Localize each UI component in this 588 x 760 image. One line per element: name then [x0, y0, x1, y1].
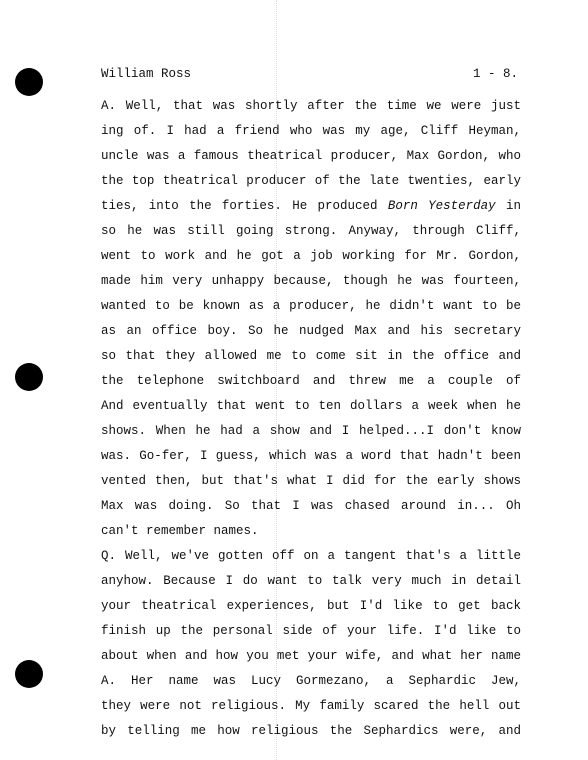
text-line: the telephone switchboard and threw me a couple of [101, 374, 521, 388]
text-line: went to work and he got a job working for Mr. Gordon, [101, 249, 521, 263]
header-page-number: 1 - 8. [472, 67, 518, 81]
text-line: anyhow. Because I do want to talk very much in detail [101, 574, 521, 588]
text-line: as an office boy. So he nudged Max and his secretary [101, 324, 521, 338]
page-header [101, 66, 518, 82]
text-line: about when and how you met your wife, and what her name [101, 649, 521, 663]
text-line: they were not religious. My family scared the hell out [101, 699, 521, 713]
text-line: was. Go-fer, I guess, which was a word that hadn't been [101, 449, 521, 463]
text-line: A. Well, that was shortly after the time we were just [101, 99, 521, 113]
text-line: your theatrical experiences, but I'd like to get back [101, 599, 521, 613]
text-line: Max was doing. So that I was chased around in... Oh [101, 499, 521, 513]
text-fragment: in [505, 199, 521, 213]
text-line: made him very unhappy because, though he was fourteen, [101, 274, 521, 288]
punch-hole [15, 363, 43, 391]
punch-hole [15, 68, 43, 96]
text-line: finish up the personal side of your life. I'd like to [101, 624, 521, 638]
text-fragment: ties, into the forties. He produced [101, 199, 388, 213]
text-line: A. Her name was Lucy Gormezano, a Sephardic Jew, [101, 674, 521, 688]
header-author: William Ross [101, 67, 192, 81]
text-line: Q. Well, we've gotten off on a tangent that's a little [101, 549, 521, 563]
text-line: so he was still going strong. Anyway, through Cliff, [101, 224, 521, 238]
text-line: uncle was a famous theatrical producer, Max Gordon, who [101, 149, 521, 163]
text-line: shows. When he had a show and I helped...I don't know [101, 424, 521, 438]
text-line: vented then, but that's what I did for the early shows [101, 474, 521, 488]
text-line: by telling me how religious the Sephardics were, and [101, 724, 521, 738]
text-line: wanted to be known as a producer, he didn't want to be [101, 299, 521, 313]
text-line-with-title [101, 194, 521, 219]
play-title: Born Yesterday [387, 199, 496, 213]
text-line: And eventually that went to ten dollars a week when he [101, 399, 521, 413]
transcript-body [101, 94, 521, 744]
text-line: the top theatrical producer of the late twenties, early [101, 174, 521, 188]
text-line: so that they allowed me to come sit in the office and [101, 349, 521, 363]
text-line: ing of. I had a friend who was my age, Cliff Heyman, [101, 124, 521, 138]
punch-hole [15, 660, 43, 688]
text-line: can't remember names. [101, 524, 259, 538]
